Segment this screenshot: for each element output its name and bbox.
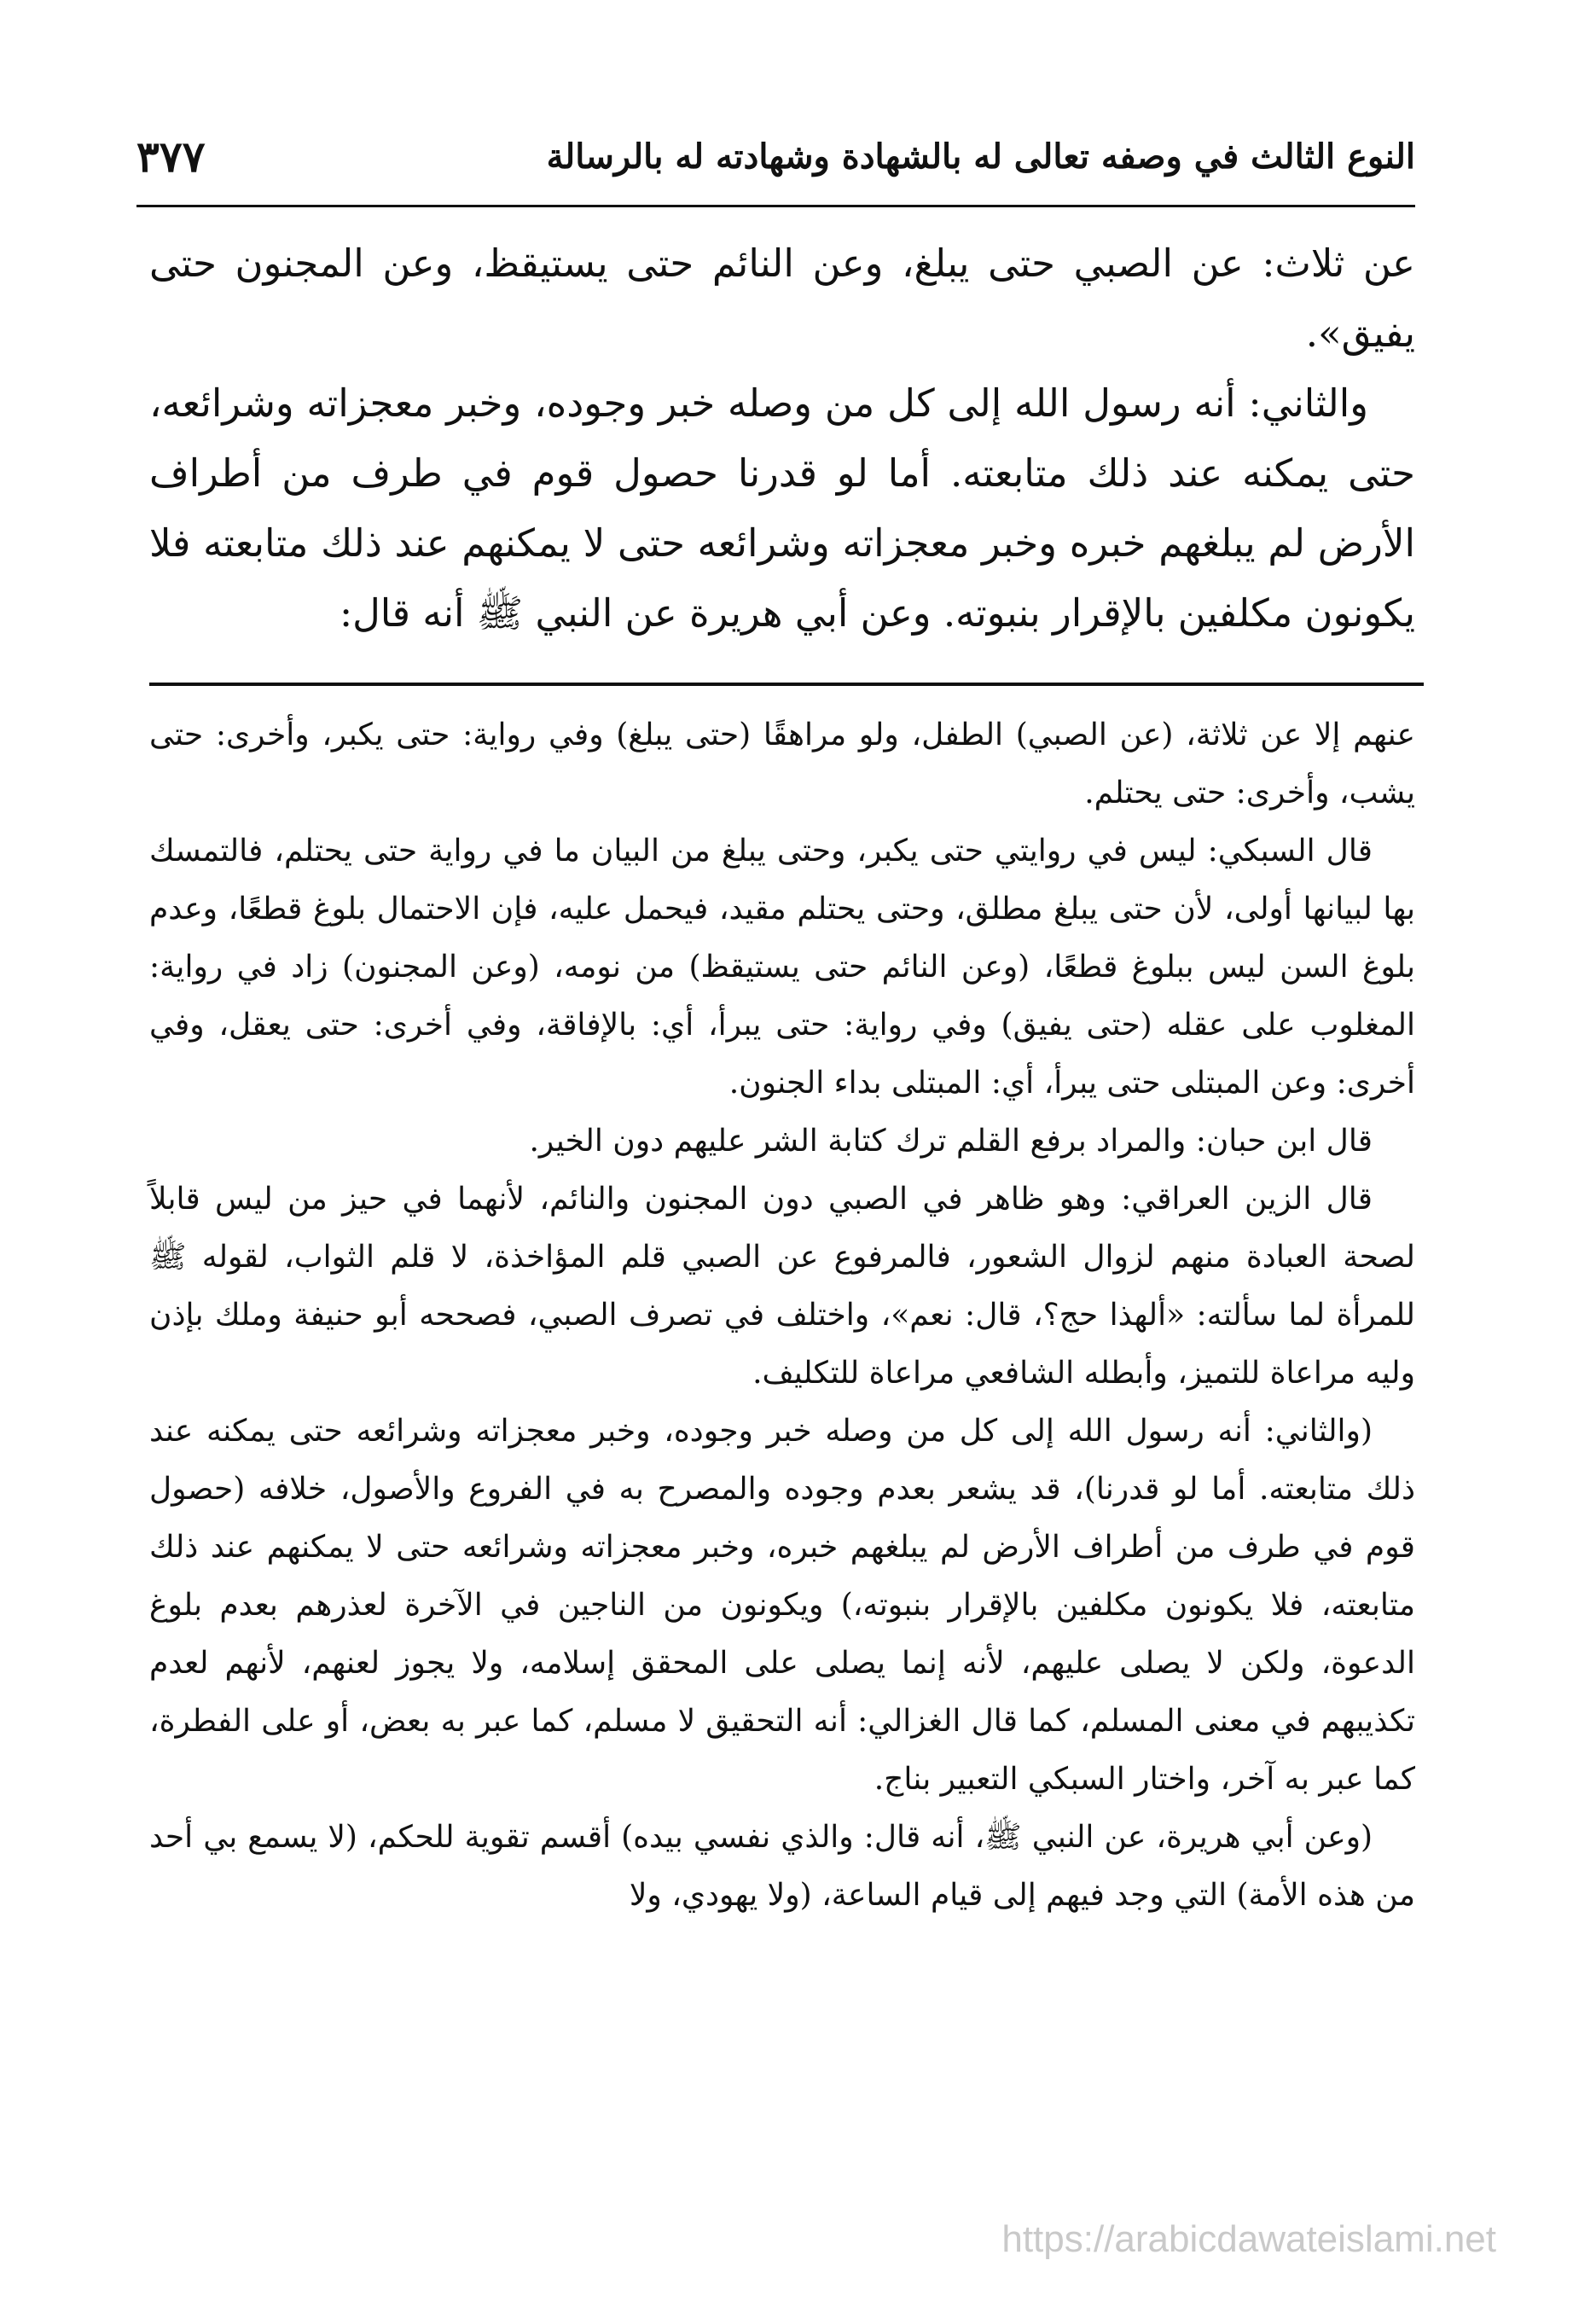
main-paragraph: والثاني: أنه رسول الله إلى كل من وصله خبر وجوده، وخبر معجزاته وشرائعه، حتى يمكنه عند ذلك متابعته. أما لو قدرنا حصول قوم في طرف من أطراف الأرض لم يبلغهم خبره وخبر معجزاته وشرائعه حتى لا يمكنهم عند ذلك متابعته فلا يكونون مكلفين بالإقرار بنبوته. وعن أبي هريرة عن النبي ﷺ أنه قال: — [149, 381, 1415, 636]
watermark-url: https://arabicdawateislami.net — [1001, 2218, 1496, 2260]
commentary-divider — [149, 683, 1424, 686]
header-divider — [136, 205, 1415, 207]
running-title: النوع الثالث في وصفه تعالى له بالشهادة وشهادته له بالرسالة — [546, 137, 1415, 177]
main-text — [149, 229, 1415, 648]
main-paragraph: عن ثلاث: عن الصبي حتى يبلغ، وعن النائم حتى يستيقظ، وعن المجنون حتى يفيق». — [149, 241, 1415, 356]
commentary-paragraph: قال السبكي: ليس في روايتي حتى يكبر، وحتى يبلغ من البيان ما في رواية حتى يحتلم، فالتمسك بها لبيانها أولى، لأن حتى يبلغ مطلق، وحتى يحتلم مقيد، فيحمل عليه، فإن الاحتمال بلوغ قطعًا، وعدم بلوغ السن ليس ببلوغ قطعًا، (وعن النائم حتى يستيقظ) من نومه، (وعن المجنون) زاد في رواية: المغلوب على عقله (حتى يفيق) وفي رواية: حتى يبرأ، أي: بالإفاقة، وفي أخرى: حتى يعقل، وفي أخرى: وعن المبتلى حتى يبرأ، أي: المبتلى بداء الجنون. — [149, 834, 1415, 1101]
commentary-text — [149, 706, 1415, 1925]
page-header — [136, 128, 1415, 196]
commentary-paragraph: قال الزين العراقي: وهو ظاهر في الصبي دون المجنون والنائم، لأنهما في حيز من ليس قابلاً لصحة العبادة منهم لزوال الشعور، فالمرفوع عن الصبي قلم المؤاخذة، لا قلم الثواب، لقوله ﷺ للمرأة لما سألته: «ألهذا حج؟، قال: نعم»، واختلف في تصرف الصبي، فصححه أبو حنيفة وملك بإذن وليه مراعاة للتميز، وأبطله الشافعي مراعاة للتكليف. — [149, 1182, 1415, 1391]
commentary-paragraph: عنهم إلا عن ثلاثة، (عن الصبي) الطفل، ولو مراهقًا (حتى يبلغ) وفي رواية: حتى يكبر، وأخرى: حتى يشب، وأخرى: حتى يحتلم. — [149, 718, 1415, 810]
page-number: ٣٧٧ — [136, 131, 206, 182]
commentary-paragraph: قال ابن حبان: والمراد برفع القلم ترك كتابة الشر عليهم دون الخير. — [529, 1124, 1373, 1159]
commentary-paragraph: (وعن أبي هريرة، عن النبي ﷺ، أنه قال: والذي نفسي بيده) أقسم تقوية للحكم، (لا يسمع بي أحد من هذه الأمة) التي وجد فيهم إلى قيام الساعة، (ولا يهودي، ولا — [149, 1820, 1415, 1913]
commentary-paragraph: (والثاني: أنه رسول الله إلى كل من وصله خبر وجوده، وخبر معجزاته وشرائعه حتى يمكنه عند ذلك متابعته. أما لو قدرنا)، قد يشعر بعدم وجوده والمصرح به في الفروع والأصول، خلافه (حصول قوم في طرف من أطراف الأرض لم يبلغهم خبره، وخبر معجزاته وشرائعه حتى لا يمكنهم عند ذلك متابعته، فلا يكونون مكلفين بالإقرار بنبوته،) ويكونون من الناجين في الآخرة لعذرهم بعدم بلوغ الدعوة، ولكن لا يصلى عليهم، لأنه إنما يصلى على المحقق إسلامه، ولا يجوز لعنهم، لأنهم لعدم تكذيبهم في معنى المسلم، كما قال الغزالي: أنه التحقيق لا مسلم، كما عبر به بعض، أو على الفطرة، كما عبر به آخر، واختار السبكي التعبير بناج. — [149, 1414, 1415, 1797]
